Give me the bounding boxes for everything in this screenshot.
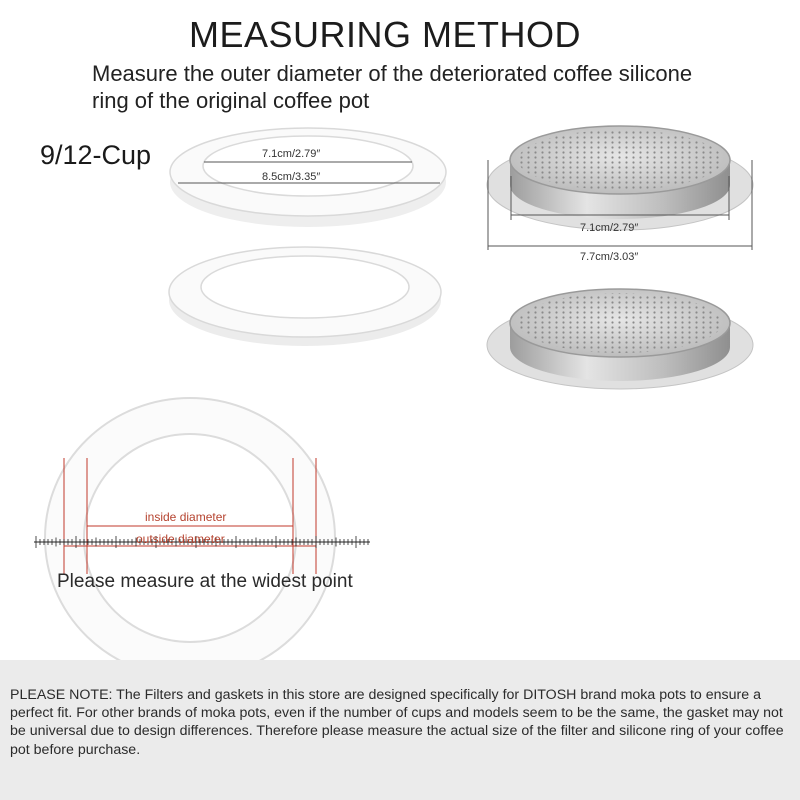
measure-hint: Please measure at the widest point: [57, 571, 353, 592]
filter-bottom: [487, 289, 753, 389]
filter-outer-dim-label: 7.7cm/3.03″: [580, 251, 639, 263]
page-subtitle: Measure the outer diameter of the deteriorated coffee silicone ring of the original coffee pot: [92, 61, 693, 113]
gasket-outer-dim-label: 8.5cm/3.35″: [262, 171, 321, 183]
note-text: PLEASE NOTE: The Filters and gaskets in this store are designed specifically for DITOSH brand moka pots to ensure a perfect fit. For other brands of moka pots, even if the number of cups and models seem to be the same, the gasket may not be universal due to design differences. Therefore please measure the actual size of the filter and silicone ring of your coffee pot before purchase.: [10, 687, 784, 758]
filter-inner-dim-label: 7.1cm/2.79″: [580, 222, 639, 234]
gasket-inner-dim-label: 7.1cm/2.79″: [262, 148, 321, 160]
gasket-measure-diagram: [34, 398, 370, 660]
inside-diameter-label: inside diameter: [145, 510, 227, 524]
cup-size-label: 9/12-Cup: [40, 140, 152, 170]
outside-diameter-label: outside diameter: [136, 532, 225, 546]
page-title: MEASURING METHOD: [188, 14, 581, 55]
gasket-bottom: [169, 247, 441, 346]
